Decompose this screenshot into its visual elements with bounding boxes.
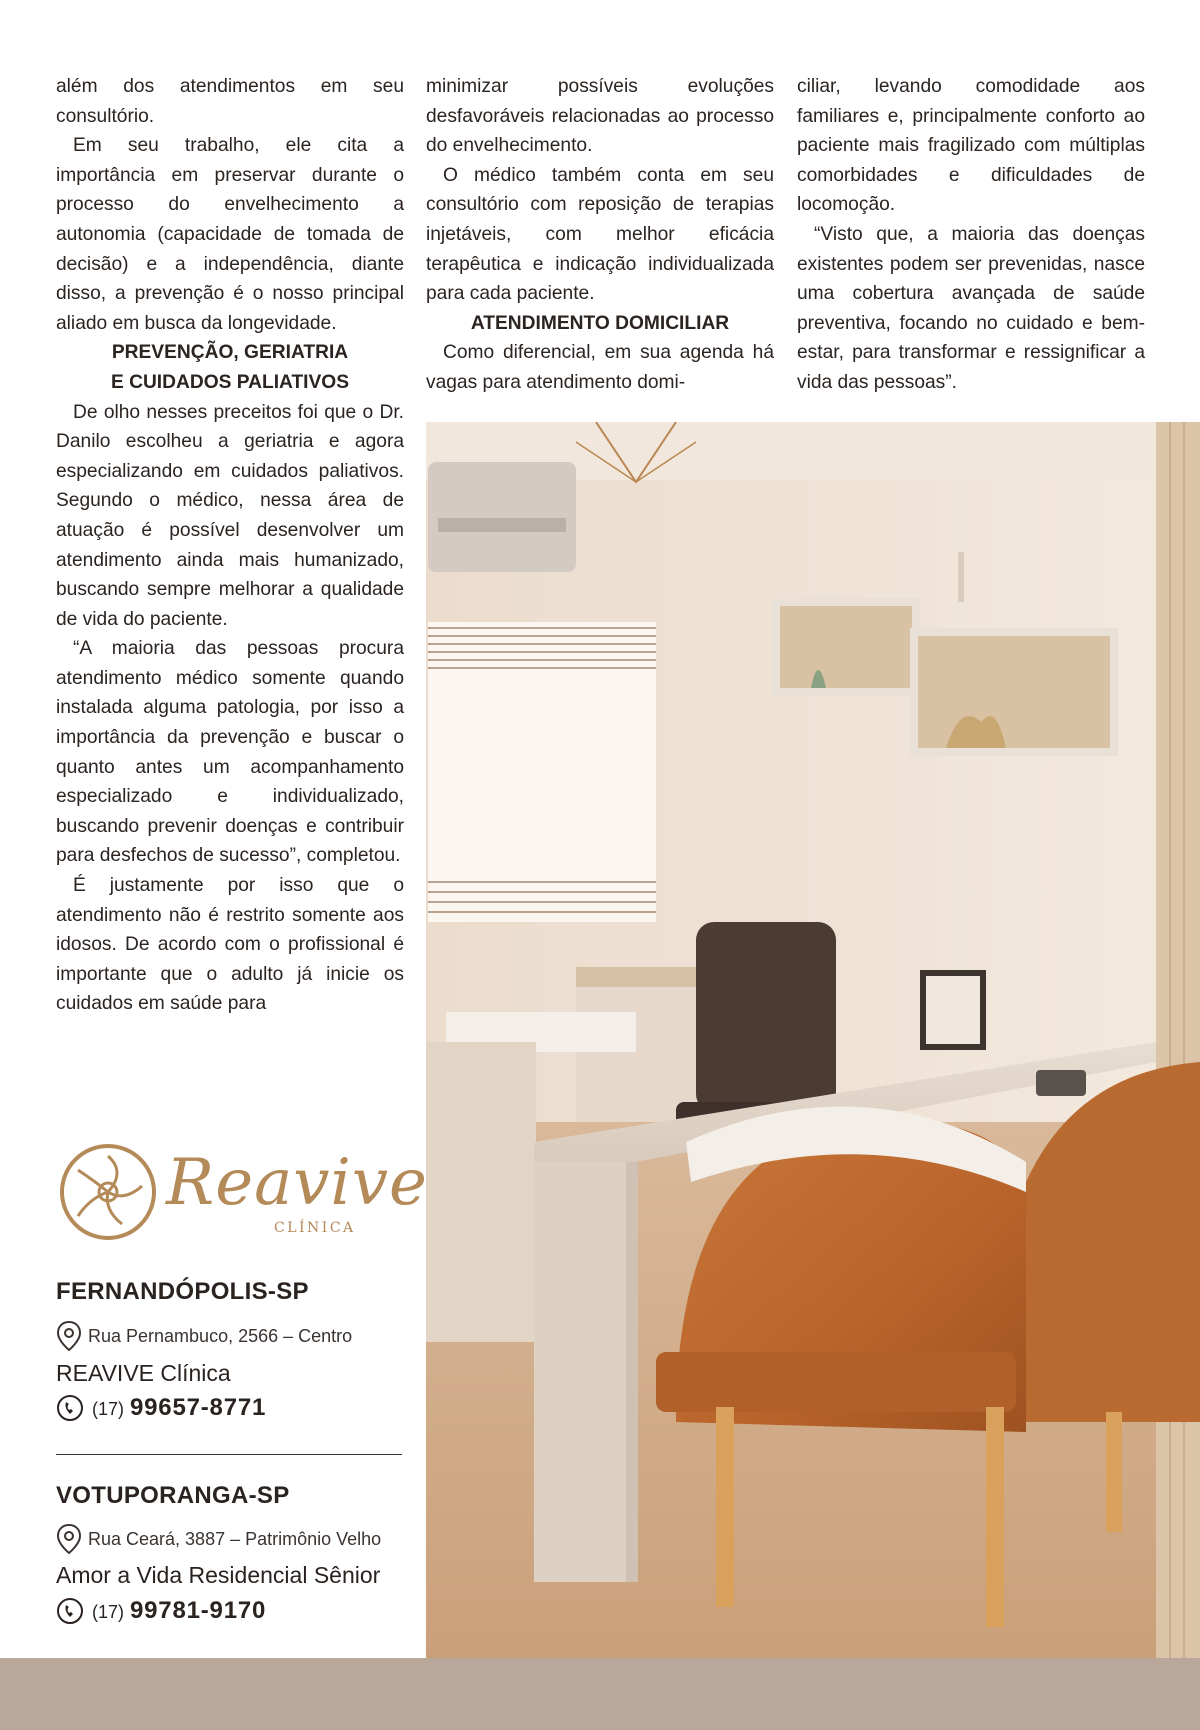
section-heading (56, 338, 404, 397)
phone-number[interactable]: 99657-8771 (130, 1394, 267, 1421)
phone-icon (56, 1597, 84, 1625)
map-pin-icon (56, 1320, 82, 1352)
paragraph: “A maioria das pessoas procura atendimento médico somente quando instalada alguma patologia, por isso a importância da prevenção e buscar o quanto antes um acompanhamento especializado e individualizado, buscando prevenir doenças e contribuir para desfechos de sucesso”, completou. (56, 638, 404, 867)
phone-number[interactable]: 99781-9170 (130, 1597, 267, 1624)
phone-line[interactable] (56, 1597, 266, 1625)
paragraph: De olho nesses preceitos foi que o Dr. Danilo escolheu a geriatria e agora especializando em cuidados paliativos. Segundo o médico, nessa área de atuação é possível desenvolver um atendimento ainda mais humanizado, buscando sempre melhorar a qualidade de vida do paciente. (56, 401, 404, 630)
clinic-name: REAVIVE Clínica (56, 1360, 231, 1386)
paragraph: O médico também conta em seu consultório com reposição de terapias injetáveis, com melhor eficácia terapêutica e indicação individualizada para cada paciente. (426, 164, 774, 305)
logo-wordmark: Reavive (166, 1146, 428, 1220)
phone-line[interactable] (56, 1394, 266, 1422)
paragraph: Em seu trabalho, ele cita a importância em preservar durante o processo do envelhecimento a autonomia (capacidade de tomada de decisão) e a independência, diante disso, a prevenção é o nosso principal aliado em busca da longevidade. (56, 135, 404, 334)
area-code: (17) (92, 1602, 125, 1622)
address-text: Rua Ceará, 3887 – Patrimônio Velho (88, 1528, 382, 1549)
paragraph: “Visto que, a maioria das doenças existentes podem ser prevenidas, nasce uma cobertura avançada de saúde preventiva, focando no cuidado e bem-estar, para transformar e ressignificar a vida das pessoas”. (797, 223, 1145, 393)
office-illustration (426, 422, 1200, 1658)
address-text: Rua Pernambuco, 2566 – Centro (88, 1325, 353, 1346)
logo-subtitle: CLÍNICA (274, 1220, 356, 1236)
section-heading: ATENDIMENTO DOMICILIAR (470, 312, 730, 334)
heading-line: PREVENÇÃO, GERIATRIA (111, 342, 349, 364)
city-heading: FERNANDÓPOLIS-SP (56, 1278, 309, 1305)
city-heading: VOTUPORANGA-SP (56, 1482, 290, 1509)
flower-emblem-icon (56, 1142, 166, 1242)
divider (56, 1454, 402, 1455)
paragraph: Como diferencial, em sua agenda há vagas para atendimento domi- (426, 342, 774, 393)
clinic-name: Amor a Vida Residencial Sênior (56, 1562, 381, 1588)
reavive-logo (56, 1142, 428, 1242)
footer-band (0, 1658, 1200, 1730)
area-code: (17) (92, 1399, 125, 1419)
office-photo (426, 422, 1200, 1658)
address-line (56, 1320, 352, 1352)
paragraph: ciliar, levando comodidade aos familiares e, principalmente conforto ao paciente mais fragilizado com múltiplas comorbidades e dificuldades de locomoção. (797, 76, 1145, 216)
article-column-2 (426, 72, 774, 398)
paragraph: minimizar possíveis evoluções desfavoráveis relacionadas ao processo do envelhecimento. (426, 76, 774, 157)
phone-icon (56, 1394, 84, 1422)
paragraph: É justamente por isso que o atendimento não é restrito somente aos idosos. De acordo com o profissional é importante que o adulto já inicie os cuidados em saúde para (56, 875, 404, 1015)
address-line (56, 1523, 381, 1555)
article-column-1 (56, 72, 404, 1019)
paragraph: além dos atendimentos em seu consultório. (56, 76, 404, 127)
heading-line: E CUIDADOS PALIATIVOS (110, 371, 350, 393)
map-pin-icon (56, 1523, 82, 1555)
article-column-3 (797, 72, 1145, 398)
